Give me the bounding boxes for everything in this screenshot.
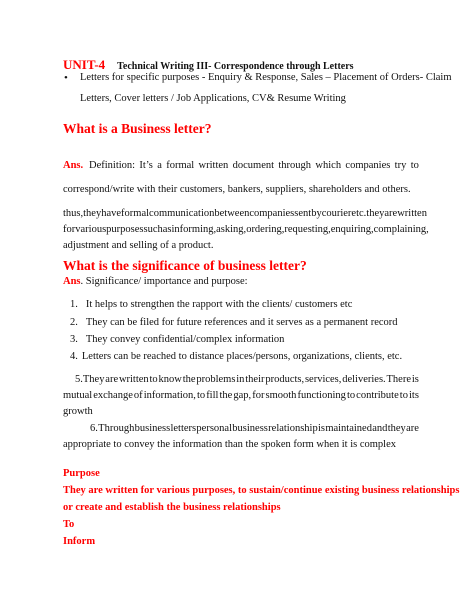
list-number: 4. [70,351,78,362]
definition-line-2: correspond/write with their customers, bankers, suppliers, shareholders and others. [63,184,411,195]
unit-title: Technical Writing III- Correspondence through Letters [117,61,354,72]
word: which [315,160,342,171]
word: companies [249,208,295,219]
word: for [252,390,265,401]
point-6-line-1 [90,423,419,434]
bullet-text-line-1: Letters for specific purposes - Enquiry & Response, Sales – Placement of Orders- Claim [80,72,452,83]
word: is [411,374,419,385]
word: to [149,374,158,385]
word: their [245,374,265,385]
word: gap, [233,390,252,401]
list-number: 3. [70,334,78,345]
word: etc. [351,208,367,219]
word: to [410,160,419,171]
significance-intro: . Significance/ importance and purpose: [80,276,248,287]
word: a [157,160,162,171]
word: in [236,374,245,385]
word: the [182,374,196,385]
word: document [232,160,275,171]
list-text: Letters can be reached to distance places/persons, organizations, clients, etc. [81,351,403,362]
word: are [406,423,419,434]
word: know [158,374,182,385]
word: to [346,390,356,401]
word: they [83,208,102,219]
word: have [101,208,122,219]
purpose-heading: Purpose [63,468,100,479]
point-5-line-1 [75,374,419,385]
section-heading-significance: What is the significance of business letter? [63,258,307,273]
purpose-inform: Inform [63,536,96,547]
word: information, [143,390,196,401]
word: mutual [63,390,93,401]
definition-line-1 [89,160,419,171]
ans-label-text: Ans. [63,160,84,171]
word: personal [196,423,232,434]
word: enquiring, [330,224,374,235]
ans-label-text-2: Ans [63,276,81,287]
word: thus, [63,208,84,219]
word: the [219,390,233,401]
list-text: They convey confidential/complex information [85,334,285,345]
word: its [409,390,419,401]
paragraph-line-3: adjustment and selling of a product. [63,240,214,251]
word: services, [304,374,342,385]
word: they [387,423,406,434]
word: problems [196,374,236,385]
purpose-to: To [63,519,75,530]
word: to [196,390,206,401]
word: is [318,423,326,434]
word: sent [294,208,312,219]
word: fill [206,390,219,401]
word: There [386,374,411,385]
word: they [366,208,385,219]
word: written [397,208,427,219]
word: communication [149,208,215,219]
list-item [70,351,402,362]
word: 6. [90,423,98,434]
purpose-line-1: They are written for various purposes, to sustain/continue existing business relationships [63,485,460,496]
word: such [143,224,163,235]
word: business [134,423,171,434]
point-5-line-3: growth [63,406,93,417]
word: 5.They [75,374,105,385]
word: asking, [216,224,247,235]
word: companies [345,160,391,171]
list-item [70,334,284,345]
word: formal [121,208,150,219]
ans-label [63,160,83,171]
unit-label: UNIT-4 [63,57,106,72]
word: Definition: [89,160,136,171]
word: written [198,160,229,171]
word: It’s [139,160,153,171]
word: written [118,374,149,385]
word: letters [170,423,197,434]
bullet-icon: • [64,72,68,84]
word: business [232,423,268,434]
word: as [162,224,172,235]
word: maintained [325,423,372,434]
word: try [394,160,407,171]
word: purposes [106,224,144,235]
list-item [70,317,398,328]
word: relationship [268,423,318,434]
word: courier [321,208,352,219]
list-text: They can be filed for future references and it serves as a permanent record [85,317,398,328]
word: functioning [297,390,346,401]
word: exchange [93,390,133,401]
list-number: 1. [70,299,78,310]
word: between [214,208,250,219]
word: products, [265,374,305,385]
word: informing, [171,224,217,235]
bullet-text-line-2: Letters, Cover letters / Job Applications, CV& Resume Writing [80,93,346,104]
word: Through [98,423,135,434]
word: of [133,390,143,401]
word: are [384,208,398,219]
word: to [399,390,408,401]
word: requesting, [284,224,331,235]
word: ordering, [246,224,285,235]
purpose-line-2: or create and establish the business relationships [63,502,281,513]
word: by [311,208,322,219]
word: through [278,160,312,171]
word: deliveries. [342,374,386,385]
word: various [75,224,107,235]
unit-header [63,57,354,73]
word: complaining, [373,224,429,235]
significance-ans [63,276,248,287]
word: contribute [356,390,399,401]
word: smooth [265,390,297,401]
word: formal [166,160,195,171]
point-6-line-2: appropriate to convey the information than the spoken form when it is complex [63,439,396,450]
word: for [63,224,76,235]
paragraph-line-1 [63,208,427,219]
section-heading-business-letter: What is a Business letter? [63,121,212,136]
word: and [372,423,388,434]
word: are [105,374,119,385]
list-text: It helps to strengthen the rapport with the clients/ customers etc [85,299,353,310]
point-5-line-2 [63,390,419,401]
list-item [70,299,352,310]
list-number: 2. [70,317,78,328]
paragraph-line-2 [63,224,429,235]
